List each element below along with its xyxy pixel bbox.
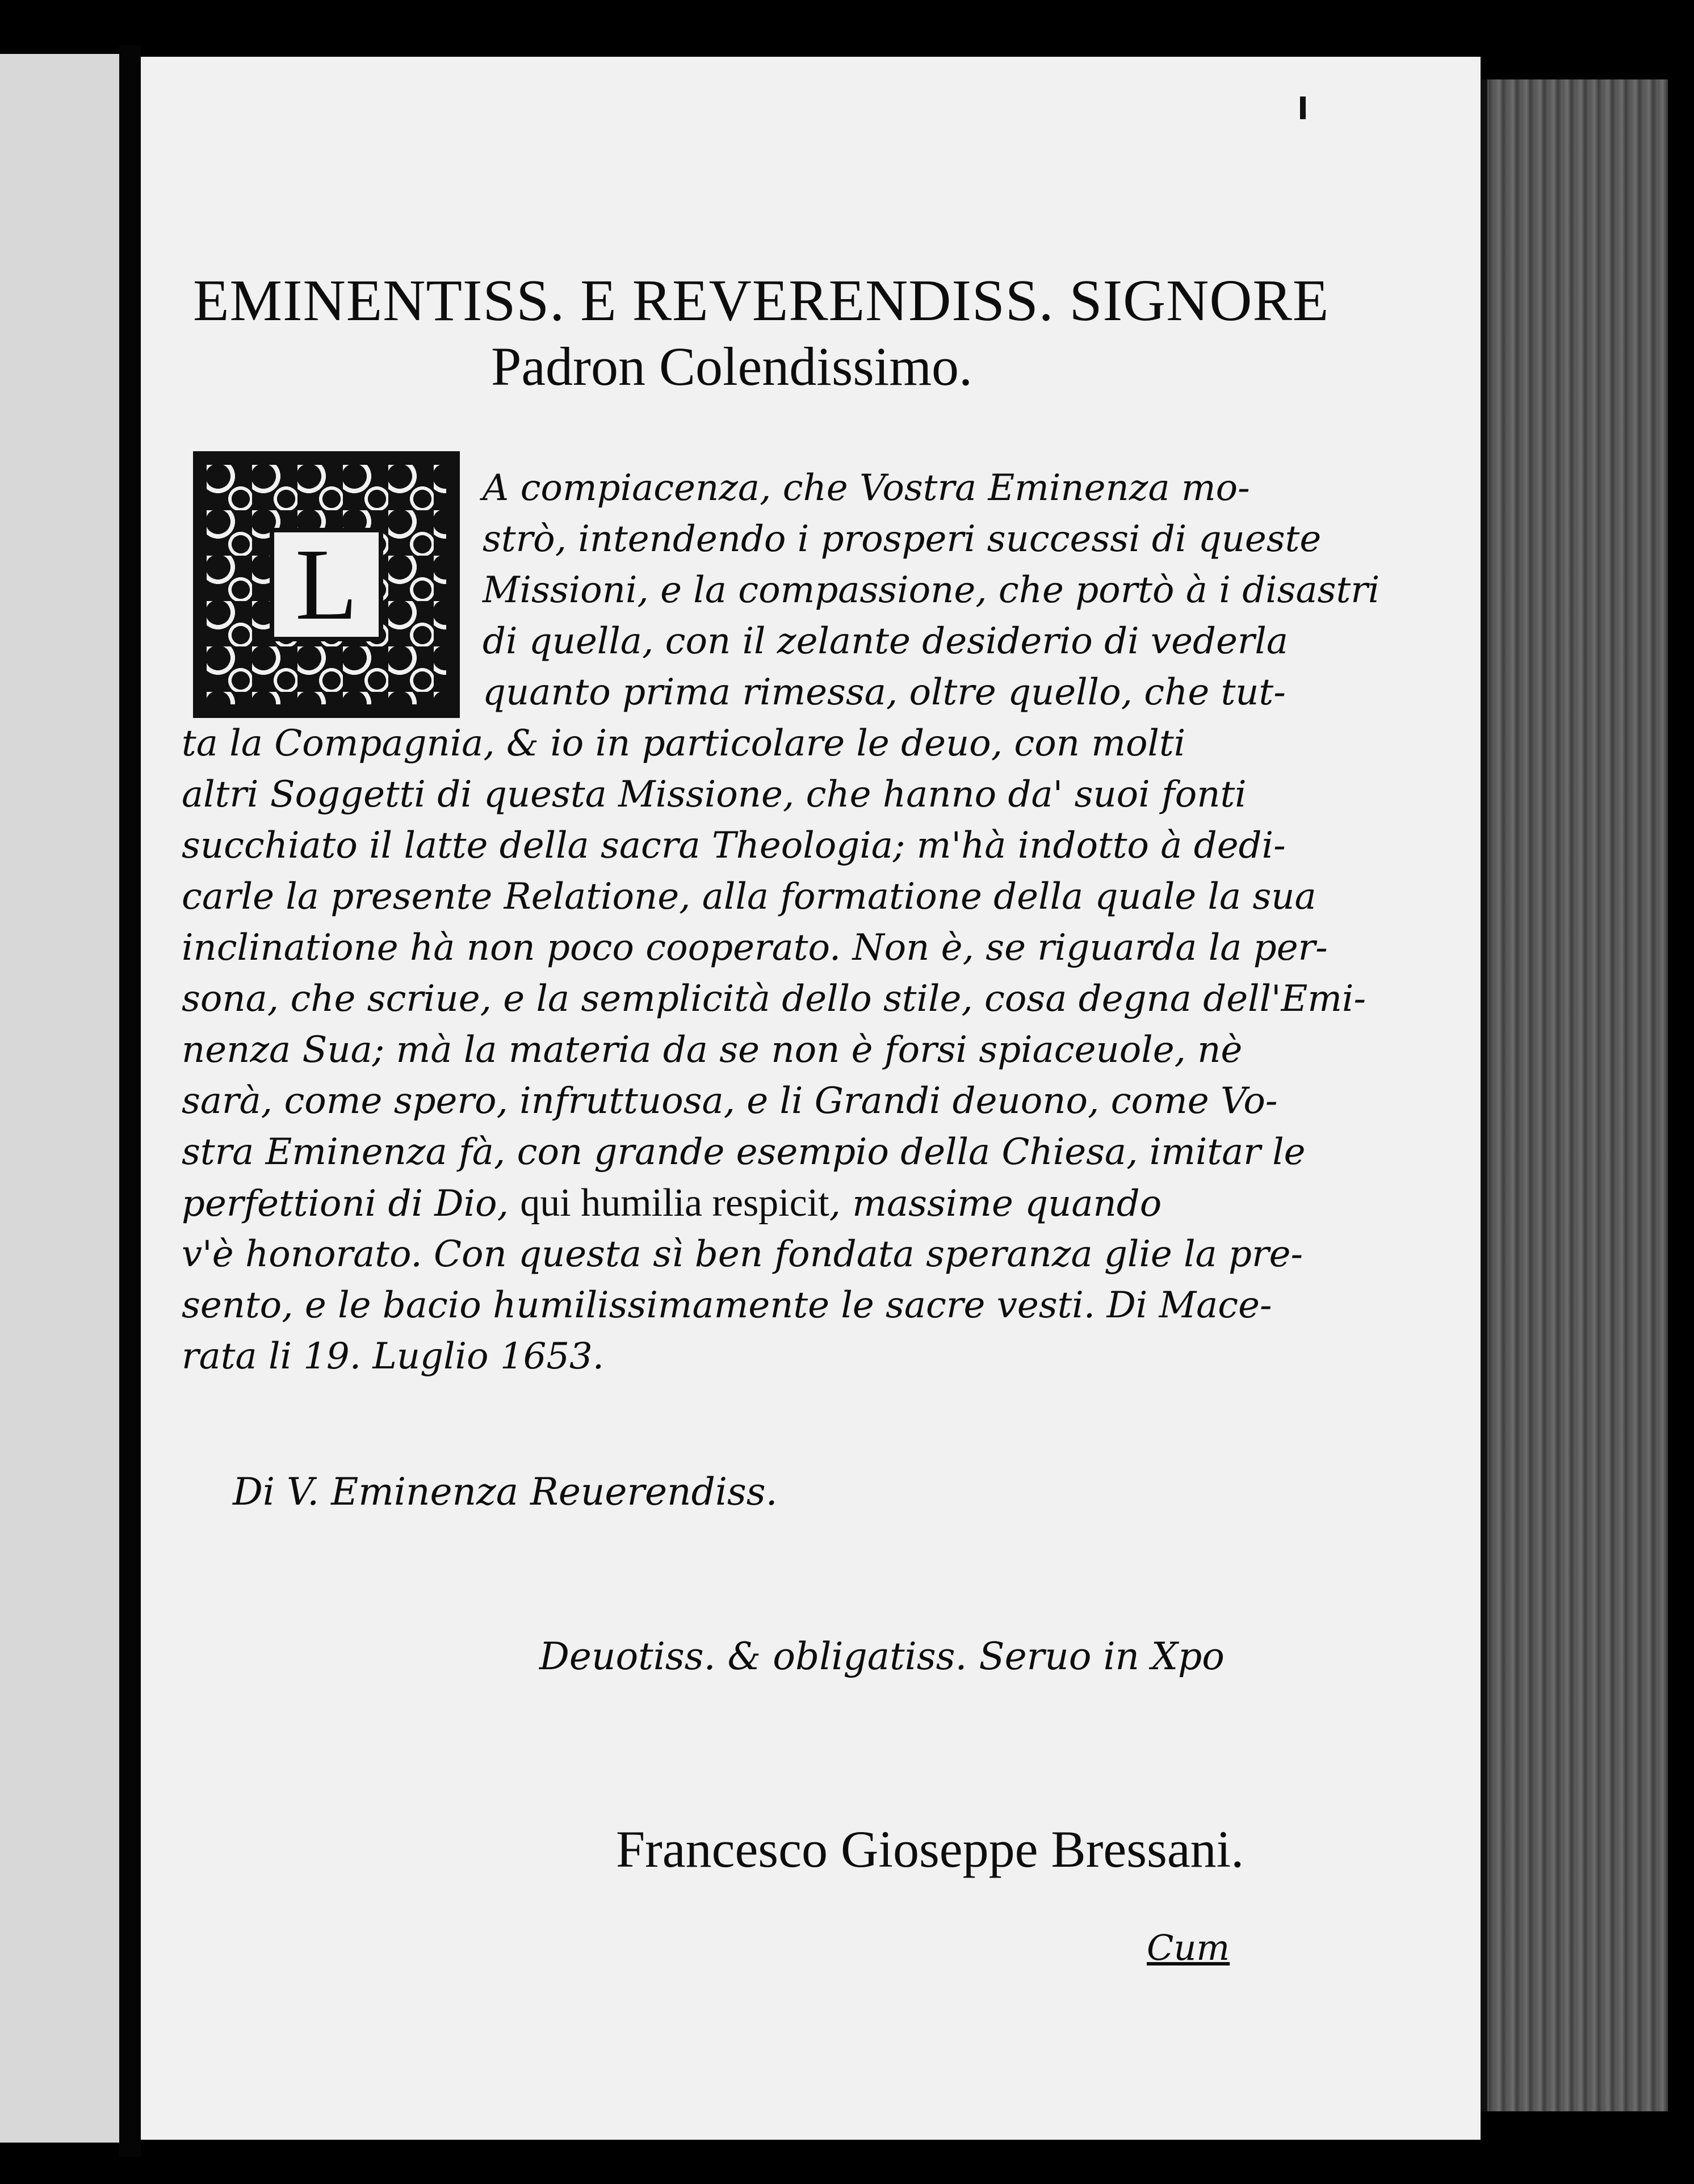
body-line-5: quanto prima rimessa, oltre quello, che tut- — [483, 671, 1286, 713]
latin-quotation: qui humilia respicit — [520, 1181, 829, 1225]
body-line-3: Missioni, e la compassione, che portò à i disastri — [483, 569, 1380, 611]
body-line-13: sarà, come spero, infruttuosa, e li Grandi deuono, come Vo- — [182, 1080, 1278, 1122]
dedication-subheading: Padron Colendissimo. — [491, 336, 973, 397]
body-line-8: succhiato il latte della sacra Theologia; m'hà indotto à dedi- — [182, 825, 1286, 867]
closing-servant-formula: Deuotiss. & obligatiss. Seruo in Xpo — [539, 1635, 1225, 1678]
body-line-2: strò, intendendo i prosperi successi di queste — [483, 518, 1322, 560]
body-line-11: sona, che scriue, e la semplicità dello stile, cosa degna dell'Emi- — [182, 978, 1366, 1020]
body-line-17: sento, e le bacio humilissimamente le sacre vesti. Di Mace- — [182, 1284, 1272, 1326]
body-line-6: ta la Compagnia, & io in particolare le deuo, con molti — [182, 723, 1186, 765]
decorated-initial — [193, 451, 460, 718]
body-line-16: v'è honorato. Con questa sì ben fondata speranza glie la pre- — [182, 1233, 1303, 1275]
initial-letter: L — [295, 528, 358, 641]
line-15-text-end: , massime quando — [829, 1183, 1162, 1225]
dedication-heading: EMINENTISS. E REVERENDISS. SIGNORE — [193, 268, 1330, 333]
body-line-10: inclinatione hà non poco cooperato. Non è, se riguarda la per- — [182, 927, 1328, 969]
catchword: Cum — [1147, 1927, 1230, 1968]
body-line-7: altri Soggetti di questa Missione, che hanno da' suoi fonti — [182, 774, 1247, 816]
body-line-4: di quella, con il zelante desiderio di vederla — [483, 620, 1289, 662]
book-gutter — [119, 45, 141, 2157]
body-line-12: nenza Sua; mà la materia da se non è forsi spiaceuole, nè — [182, 1029, 1243, 1071]
closing-salutation: Di V. Eminenza Reuerendiss. — [233, 1470, 778, 1514]
fore-edge-shadow — [1481, 79, 1487, 2111]
initial-letter-box — [270, 528, 383, 641]
page-mark — [1300, 96, 1306, 119]
line-15-text-start: perfettioni di Dio, — [182, 1183, 521, 1225]
body-line-14: stra Eminenza fà, con grande esempio della Chiesa, imitar le — [182, 1131, 1306, 1173]
author-signature: Francesco Gioseppe Bressani. — [616, 1820, 1244, 1878]
book-fore-edge — [1481, 79, 1668, 2111]
body-line-18: rata li 19. Luglio 1653. — [182, 1335, 605, 1377]
facing-page-sliver — [0, 54, 119, 2143]
body-line-15 — [182, 1181, 1162, 1227]
body-line-9: carle la presente Relatione, alla formatione della quale la sua — [182, 876, 1316, 918]
body-line-1: A compiacenza, che Vostra Eminenza mo- — [483, 467, 1250, 509]
